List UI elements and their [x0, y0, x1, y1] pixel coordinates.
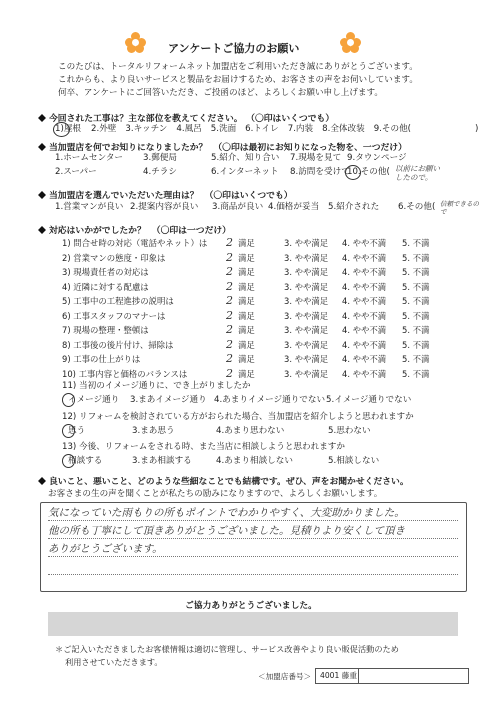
- rating-option: 満足: [238, 325, 255, 335]
- rating-row-label: 7) 現場の整理・整頓は: [62, 325, 149, 335]
- rating-row: [62, 237, 482, 248]
- rating-mark: 2: [226, 308, 233, 322]
- privacy-note-1: ＊ご記入いただきましたお客様情報は適切に管理し、サービス改善やより良い販促活動のため: [55, 644, 399, 654]
- rating-mark: 2: [226, 294, 233, 307]
- rating-mark: 2: [226, 337, 233, 351]
- rating-mark: 2: [226, 236, 233, 249]
- rating-row-label: 2) 営業マンの態度・印象は: [62, 252, 166, 263]
- rating-row-label: 8) 工事後の後片付け、掃除は: [62, 339, 174, 350]
- page-title: アンケートご協力のお願い: [168, 42, 300, 55]
- rating-option: 3. やや満足: [284, 310, 329, 321]
- rating-option: 5. 不満: [402, 296, 430, 306]
- comment-line-1: 気になっていた雨もりの所もポイントでわかりやすく、大変助かりました。: [48, 507, 405, 519]
- rating-option: 4. やや不満: [342, 354, 387, 364]
- q5-subtitle: お客さまの生の声を聞くことが私たちの励みになりますので、よろしくお願いします。: [48, 489, 383, 499]
- rating-option: 4. やや不満: [342, 267, 387, 277]
- diamond-icon: [38, 191, 46, 199]
- rating-option: 5. 不満: [402, 368, 430, 379]
- rating-mark: 2: [226, 279, 233, 293]
- q13-label: 13) 今後、リフォームをされる時、また当店に相談しようと思われますか: [62, 442, 345, 452]
- q2-option-7: 7.現場を見て: [290, 153, 342, 163]
- rating-row-label: 6) 工事スタッフのマナーは: [62, 310, 166, 321]
- rating-mark: 2: [226, 323, 233, 336]
- rating-option: 満足: [238, 354, 255, 364]
- q11-label: 11) 当初のイメージ通りに、でき上がりましたか: [62, 381, 251, 391]
- rating-row-label: 5) 工事中の工程進捗の説明は: [62, 296, 174, 306]
- rating-option: 満足: [238, 339, 255, 350]
- q2-option-8: 8.訪問を受けて: [290, 167, 350, 177]
- q3-option-5: 5.紹介された: [328, 202, 380, 212]
- diamond-icon: [38, 477, 46, 485]
- rating-row: [62, 339, 482, 350]
- rating-option: 5. 不満: [402, 354, 430, 364]
- privacy-note-2: 利用させていただきます。: [65, 657, 163, 667]
- rating-option: 5. 不満: [402, 238, 430, 248]
- rating-option: 3. やや満足: [284, 281, 329, 292]
- q3-option-3: 3.商品が良い: [212, 202, 264, 212]
- rating-mark: 2: [226, 352, 233, 365]
- q3-option-4: 4.価格が妥当: [268, 202, 320, 212]
- flower-icon-left: [125, 32, 147, 54]
- rating-option: 5. 不満: [402, 267, 430, 277]
- intro-line-2: これからも、より良いサービスと製品をお届けするため、お客さまの声をお伺いしています。: [58, 75, 418, 85]
- rating-option: 3. やや満足: [284, 296, 329, 306]
- diamond-icon: [38, 226, 46, 234]
- rating-option: 5. 不満: [402, 281, 430, 292]
- rating-option: 満足: [238, 252, 255, 263]
- rating-row: [62, 266, 482, 277]
- rating-row: [62, 368, 482, 379]
- rating-option: 4. やや不満: [342, 368, 387, 379]
- rating-option: 3. やや満足: [284, 354, 329, 364]
- rating-option: 満足: [238, 296, 255, 306]
- rating-row-label: 4) 近隣に対する配慮は: [62, 281, 149, 292]
- redacted-block: [48, 612, 458, 636]
- store-number: 4001 藤重: [320, 671, 357, 680]
- q2-row-1: 1.ホームセンター: [55, 153, 124, 163]
- q3-handwritten: 信頼できるので: [440, 200, 479, 216]
- rating-row-label: 10) 工事内容と価格のバランスは: [62, 368, 188, 379]
- q12-options: 思う 3.まあ思う 4.あまり思わない 5.思わない: [68, 426, 371, 436]
- intro-line-3: 何卒、アンケートにご回答いただき、ご投函のほど、よろしくお願い申し上げます。: [58, 88, 384, 98]
- rating-mark: 2: [226, 366, 233, 380]
- q1-title: 今回された工事は？主な部位を教えてください。 （〇印はいくつでも）: [38, 111, 334, 124]
- q2-option-3: 3.郵便局: [143, 153, 177, 163]
- rating-row: [62, 324, 482, 335]
- rating-mark: 2: [226, 250, 233, 264]
- rating-row: [62, 310, 482, 321]
- rating-option: 満足: [238, 238, 255, 248]
- rating-option: 4. やや不満: [342, 310, 387, 321]
- q2-option-5: 5.紹介、知り合い: [211, 153, 280, 163]
- selection-circle: [62, 454, 75, 468]
- selection-circle: [62, 424, 75, 438]
- rating-row-label: 9) 工事の仕上がりは: [62, 354, 141, 364]
- rating-option: 3. やや満足: [284, 252, 329, 263]
- q3-option-6: 6.その他(: [398, 202, 436, 212]
- rating-option: 4. やや不満: [342, 252, 387, 263]
- rating-option: 満足: [238, 281, 255, 292]
- q3-title: 当加盟店を選んでいただいた理由は？ （〇印はいくつでも）: [38, 188, 293, 201]
- rating-option: 満足: [238, 310, 255, 321]
- q4-title: 対応はいかがでしたか？ （〇印は一つだけ）: [38, 223, 231, 236]
- rating-option: 3. やや満足: [284, 325, 329, 335]
- selection-circle: [53, 122, 70, 137]
- rating-option: 4. やや不満: [342, 325, 387, 335]
- diamond-icon: [38, 143, 46, 151]
- selection-circle: [62, 393, 75, 407]
- selection-circle: [345, 165, 361, 180]
- rating-option: 4. やや不満: [342, 339, 387, 350]
- q2-option-6: 6.インターネット: [211, 167, 279, 177]
- comment-line-2: 他の所も丁寧にして頂きありがとうございました。見積りより安くして頂き: [48, 525, 405, 537]
- q2-option-2: 2.スーパー: [55, 167, 97, 177]
- q1-options: 1)屋根 2.外壁 3.キッチン 4.風呂 5.洗面 6.トイレ 7.内装 8.全体改装 9.その他( ): [55, 124, 479, 134]
- store-number-box: [315, 668, 469, 684]
- rating-option: 5. 不満: [402, 339, 430, 350]
- rating-option: 3. やや満足: [284, 267, 329, 277]
- rating-row: [62, 295, 482, 306]
- rating-row-label: 3) 現場責任者の対応は: [62, 267, 149, 277]
- rating-option: 5. 不満: [402, 252, 430, 263]
- rating-option: 3. やや満足: [284, 368, 329, 379]
- rating-row: [62, 281, 482, 292]
- q2-option-10: 10.その他(: [347, 167, 390, 177]
- q3-option-2: 2.提案内容が良い: [130, 202, 199, 212]
- rating-row: [62, 353, 482, 364]
- rating-option: 4. やや不満: [342, 296, 387, 306]
- q2-option-4: 4.チラシ: [143, 167, 177, 177]
- flower-icon-right: [340, 32, 362, 54]
- q2-title: 当加盟店を何でお知りになりましたか？ （〇印は最初にお知りになった物を、一つだけ）: [38, 140, 407, 153]
- rating-mark: 2: [226, 265, 233, 278]
- rating-row-label: 1) 問合せ時の対応（電話やネット）は: [62, 238, 208, 248]
- rating-row: [62, 252, 482, 263]
- rating-option: 5. 不満: [402, 325, 430, 335]
- q12-label: 12) リフォームを検討されている方がおられた場合、当加盟店を紹介しようと思われますか: [62, 412, 414, 422]
- rating-option: 満足: [238, 267, 255, 277]
- diamond-icon: [38, 114, 46, 122]
- thanks-text: ご協力ありがとうございました。: [185, 601, 317, 611]
- rating-option: 5. 不満: [402, 310, 430, 321]
- q2-handwritten: 以前にお願いしたので。: [395, 164, 440, 182]
- rating-option: 4. やや不満: [342, 238, 387, 248]
- store-number-label: ＜加盟店番号＞: [258, 672, 312, 681]
- q13-options: 相談する 3.まあ相談する 4.あまり相談しない 5.相談しない: [68, 456, 380, 466]
- comment-line-3: ありがとうございます。: [48, 543, 163, 555]
- rating-option: 4. やや不満: [342, 281, 387, 292]
- q3-option-1: 1.営業マンが良い: [55, 202, 124, 212]
- intro-line-1: このたびは、トータルリフォームネット加盟店をご利用いただき誠にありがとうございます。: [58, 62, 418, 72]
- q2-option-9: 9.タウンページ: [347, 153, 407, 163]
- rating-option: 3. やや満足: [284, 339, 329, 350]
- q5-title: 良いこと、悪いこと、どのような些細なことでも結構です。ぜひ、声をお聞かせください。: [38, 474, 409, 487]
- rating-option: 満足: [238, 368, 255, 379]
- q11-options: イメージ通り 3.まあイメージ通り 4.あまりイメージ通りでない5.イメージ通りでない: [68, 395, 412, 405]
- rating-option: 3. やや満足: [284, 238, 329, 248]
